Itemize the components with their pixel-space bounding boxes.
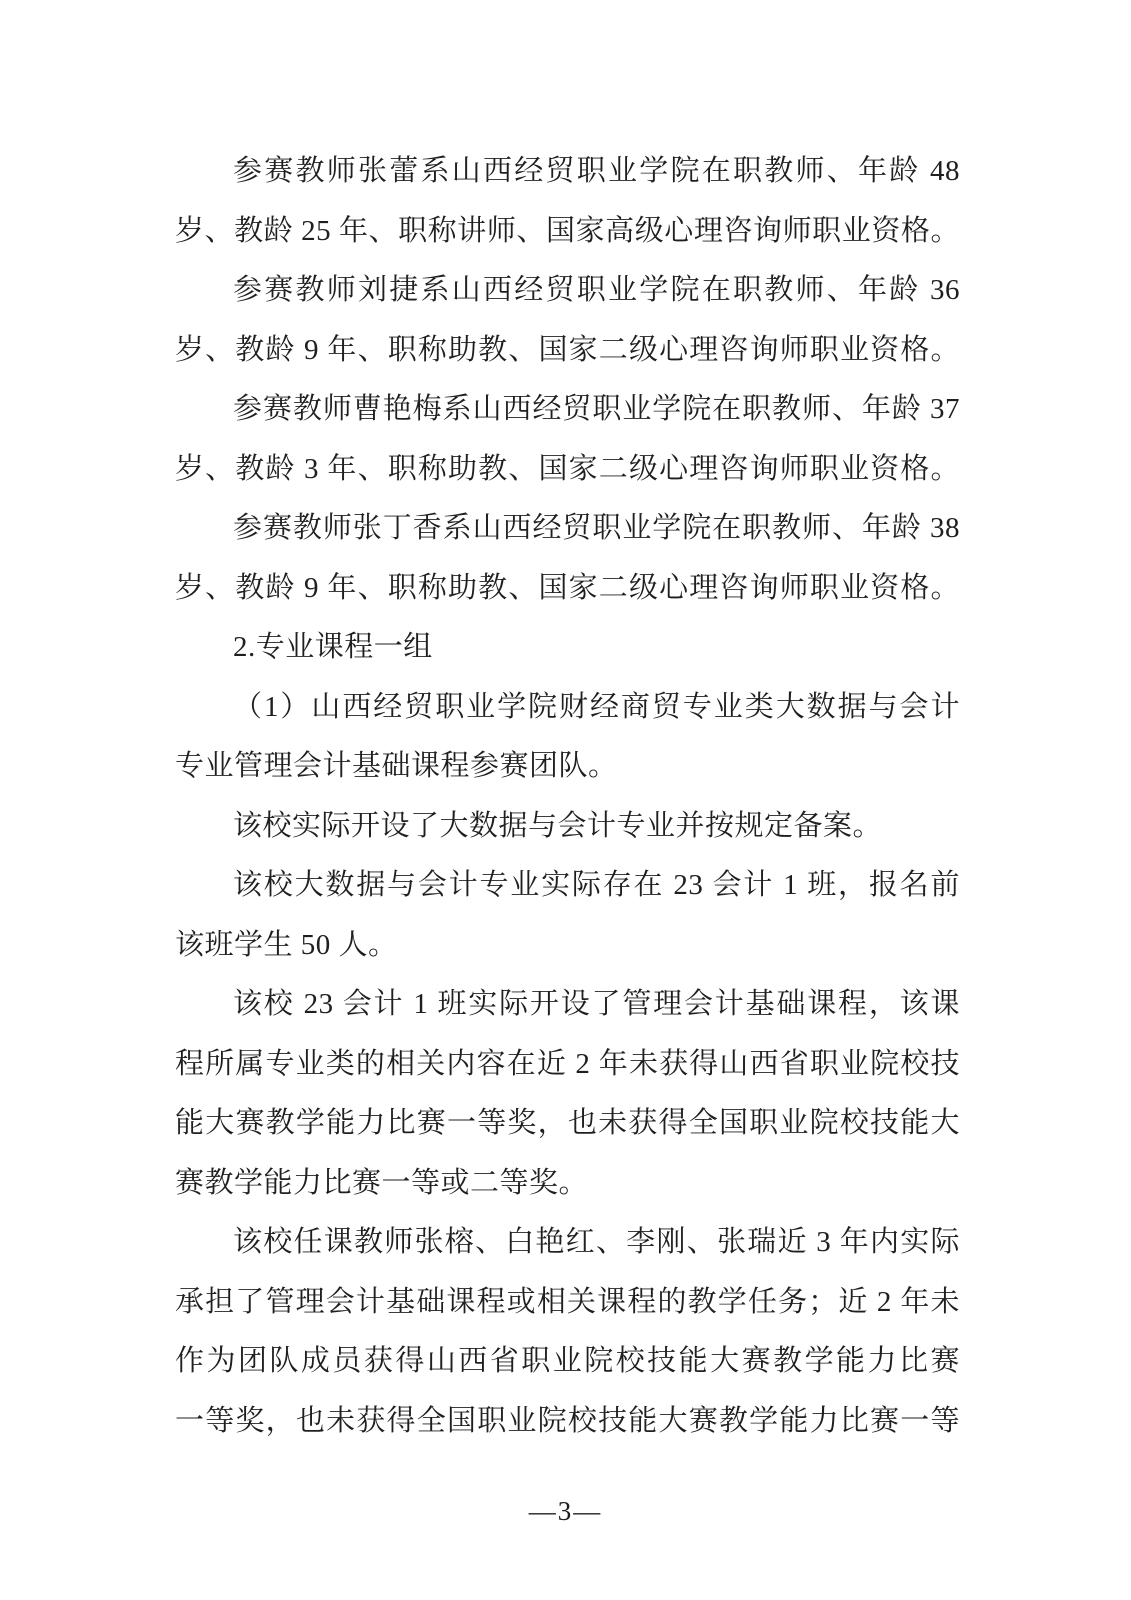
text-line: 参赛教师张丁香系山西经贸职业学院在职教师、年龄 38 [233,512,960,544]
text-line: 该班学生 50 人。 [175,928,398,961]
text-line: 专业管理会计基础课程参赛团队。 [175,750,618,782]
text-line: 能大赛教学能力比赛一等奖，也未获得全国职业院校技能大 [175,1107,960,1139]
text-line: 参赛教师张蕾系山西经贸职业学院在职教师、年龄 48 [233,155,960,187]
text-line: 该校大数据与会计专业实际存在 23 会计 1 班，报名前 [233,869,960,901]
text-line: 2.专业课程一组 [233,631,433,663]
text-line: 该校实际开设了大数据与会计专业并按规定备案。 [233,809,883,842]
text-line: 作为团队成员获得山西省职业院校技能大赛教学能力比赛 [175,1345,960,1377]
text-line: 参赛教师曹艳梅系山西经贸职业学院在职教师、年龄 37 [233,393,960,425]
text-line: 岁、教龄 9 年、职称助教、国家二级心理咨询师职业资格。 [175,333,960,366]
text-line: 岁、教龄 9 年、职称助教、国家二级心理咨询师职业资格。 [175,571,960,604]
page-footer [0,1494,1131,1528]
text-line: 赛教学能力比赛一等或二等奖。 [175,1166,589,1199]
text-line: 一等奖，也未获得全国职业院校技能大赛教学能力比赛一等 [175,1404,960,1437]
text-line: 承担了管理会计基础课程或相关课程的教学任务；近 2 年未 [175,1285,960,1318]
text-line: 岁、教龄 25 年、职称讲师、国家高级心理咨询师职业资格。 [175,214,960,247]
text-line: 该校任课教师张榕、白艳红、李刚、张瑞近 3 年内实际 [233,1226,960,1258]
text-line: （1）山西经贸职业学院财经商贸专业类大数据与会计 [233,690,960,723]
document-body [175,142,960,1451]
page-number: —3— [528,1496,603,1526]
text-line: 参赛教师刘捷系山西经贸职业学院在职教师、年龄 36 [233,274,960,306]
text-line: 程所属专业类的相关内容在近 2 年未获得山西省职业院校技 [175,1047,960,1080]
text-line: 岁、教龄 3 年、职称助教、国家二级心理咨询师职业资格。 [175,452,960,485]
text-line: 该校 23 会计 1 班实际开设了管理会计基础课程，该课 [233,988,960,1020]
